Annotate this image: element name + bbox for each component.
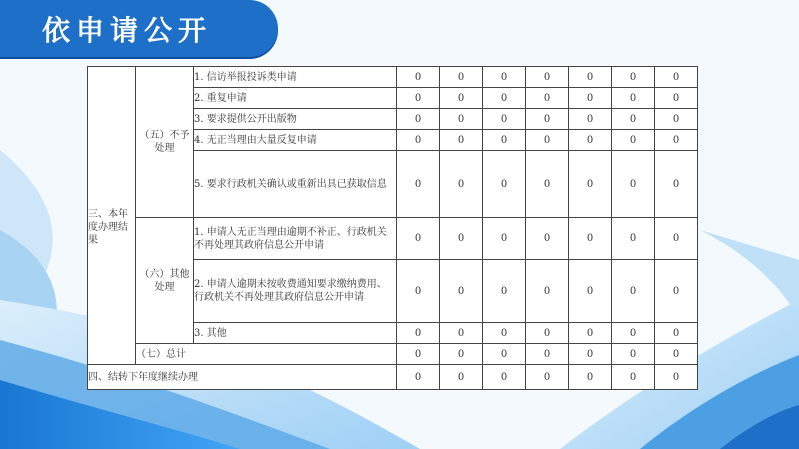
cell-value: 0	[526, 365, 569, 390]
cell-value: 0	[440, 344, 483, 365]
cell-value: 0	[397, 151, 440, 218]
cell-value: 0	[483, 260, 526, 323]
cell-value: 0	[440, 67, 483, 88]
cell-value: 0	[397, 260, 440, 323]
cell-value: 0	[397, 323, 440, 344]
cell-value: 0	[526, 218, 569, 260]
table-row	[88, 344, 698, 365]
total-label: （七）总计	[136, 344, 397, 365]
cell-value: 0	[655, 67, 698, 88]
cell-value: 0	[440, 88, 483, 109]
cell-value: 0	[526, 344, 569, 365]
cell-value: 0	[612, 88, 655, 109]
cell-value: 0	[397, 365, 440, 390]
row-label: 2. 申请人逾期未按收费通知要求缴纳费用、行政机关不再处理其政府信息公开申请	[194, 260, 397, 323]
cell-value: 0	[440, 365, 483, 390]
group6-label: （六）其他处理	[136, 218, 194, 344]
cell-value: 0	[483, 130, 526, 151]
row-label: 1. 申请人无正当理由逾期不补正、行政机关不再处理其政府信息公开申请	[194, 218, 397, 260]
cell-value: 0	[612, 344, 655, 365]
cell-value: 0	[440, 109, 483, 130]
cell-value: 0	[655, 323, 698, 344]
cell-value: 0	[655, 88, 698, 109]
cell-value: 0	[483, 218, 526, 260]
cell-value: 0	[483, 151, 526, 218]
cell-value: 0	[569, 344, 612, 365]
cell-value: 0	[612, 109, 655, 130]
cell-value: 0	[397, 88, 440, 109]
cell-value: 0	[526, 323, 569, 344]
title-banner	[0, 0, 278, 57]
cell-value: 0	[526, 260, 569, 323]
row-label: 2. 重复申请	[194, 88, 397, 109]
cell-value: 0	[655, 151, 698, 218]
cell-value: 0	[569, 365, 612, 390]
cell-value: 0	[483, 67, 526, 88]
cell-value: 0	[569, 88, 612, 109]
cell-value: 0	[612, 218, 655, 260]
cell-value: 0	[526, 88, 569, 109]
cell-value: 0	[483, 344, 526, 365]
cell-value: 0	[397, 109, 440, 130]
cell-value: 0	[397, 67, 440, 88]
cell-value: 0	[440, 218, 483, 260]
carry-over-label: 四、结转下年度继续办理	[88, 365, 397, 390]
cell-value: 0	[612, 260, 655, 323]
cell-value: 0	[483, 323, 526, 344]
row-label: 4. 无正当理由大量反复申请	[194, 130, 397, 151]
row-label: 3. 其他	[194, 323, 397, 344]
cell-value: 0	[655, 109, 698, 130]
cell-value: 0	[440, 130, 483, 151]
cell-value: 0	[655, 365, 698, 390]
table-row	[88, 67, 698, 88]
cell-value: 0	[440, 323, 483, 344]
cell-value: 0	[569, 323, 612, 344]
cell-value: 0	[655, 260, 698, 323]
table-row	[88, 218, 698, 260]
cell-value: 0	[397, 130, 440, 151]
cell-value: 0	[655, 344, 698, 365]
row-label: 3. 要求提供公开出版物	[194, 109, 397, 130]
results-table	[87, 66, 698, 390]
cell-value: 0	[526, 151, 569, 218]
cell-value: 0	[612, 67, 655, 88]
cell-value: 0	[569, 260, 612, 323]
cell-value: 0	[526, 67, 569, 88]
cell-value: 0	[655, 130, 698, 151]
cell-value: 0	[526, 109, 569, 130]
cell-value: 0	[569, 67, 612, 88]
cell-value: 0	[526, 130, 569, 151]
cell-value: 0	[569, 109, 612, 130]
cell-value: 0	[397, 344, 440, 365]
cell-value: 0	[483, 109, 526, 130]
cell-value: 0	[397, 218, 440, 260]
row-label: 1. 信访举报投诉类申请	[194, 67, 397, 88]
group5-label: （五）不予处理	[136, 67, 194, 218]
cell-value: 0	[483, 365, 526, 390]
cell-value: 0	[569, 151, 612, 218]
cell-value: 0	[569, 130, 612, 151]
table-row	[88, 365, 698, 390]
cell-value: 0	[612, 323, 655, 344]
cell-value: 0	[612, 365, 655, 390]
cell-value: 0	[440, 151, 483, 218]
cell-value: 0	[655, 218, 698, 260]
cell-value: 0	[569, 218, 612, 260]
cell-value: 0	[612, 130, 655, 151]
section3-label: 三、本年度办理结果	[88, 67, 136, 365]
cell-value: 0	[483, 88, 526, 109]
cell-value: 0	[612, 151, 655, 218]
page-title: 依申请公开	[42, 14, 213, 47]
row-label: 5. 要求行政机关确认或重新出具已获取信息	[194, 151, 397, 218]
cell-value: 0	[440, 260, 483, 323]
